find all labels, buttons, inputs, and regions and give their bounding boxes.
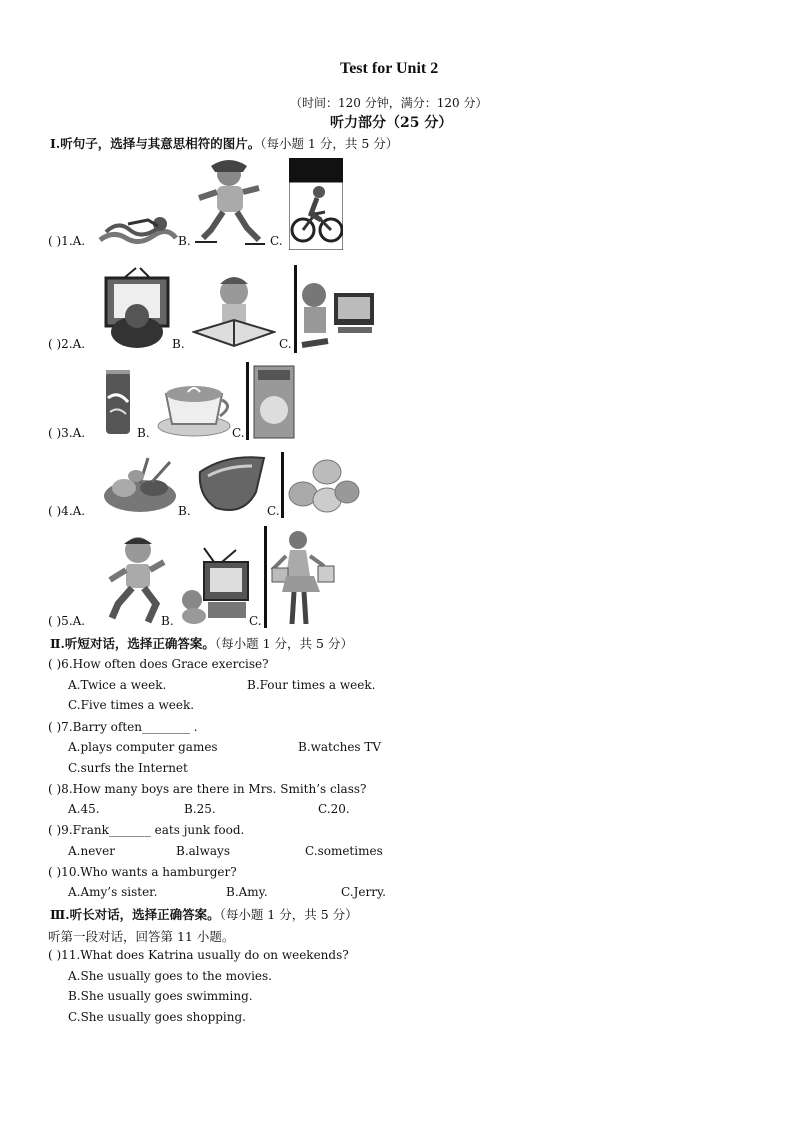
q8-option-a: A.45. — [68, 802, 100, 816]
q4-b-label: B. — [178, 504, 191, 518]
reading-boy-icon — [192, 270, 276, 350]
section3-note: （每小题 1 分，共 5 分） — [219, 907, 358, 922]
steak-icon — [196, 452, 270, 518]
section1-heading — [50, 134, 398, 152]
section3-title: Ⅲ.听长对话，选择正确答案。 — [50, 907, 220, 922]
listening-part-heading: 听力部分（25 分） — [330, 115, 453, 131]
q9-option-b: B.always — [176, 844, 230, 858]
tv-kid-icon — [178, 546, 254, 626]
section2-note: （每小题 1 分，共 5 分） — [214, 636, 353, 651]
eggs-icon — [281, 452, 361, 518]
q11-option-a: A.She usually goes to the movies. — [68, 969, 272, 983]
q5-prefix: ( )5.A. — [48, 614, 86, 628]
q8-stem: ( )8.How many boys are there in Mrs. Smith’s class? — [48, 782, 367, 796]
q5-b-label: B. — [161, 614, 174, 628]
snack-pack-icon — [246, 362, 296, 440]
q10-option-a: A.Amy’s sister. — [68, 885, 158, 899]
q8-option-c: C.20. — [318, 802, 350, 816]
q7-option-a: A.plays computer games — [68, 740, 218, 754]
q4-c-label: C. — [267, 504, 280, 518]
section2-title: Ⅱ.听短对话，选择正确答案。 — [50, 636, 215, 651]
section1-title: Ⅰ.听句子，选择与其意思相符的图片。 — [50, 136, 261, 151]
q3-b-label: B. — [137, 426, 150, 440]
q7-stem: ( )7.Barry often________ . — [48, 720, 198, 734]
q6-stem: ( )6.How often does Grace exercise? — [48, 657, 269, 671]
cyclist-icon — [289, 158, 343, 250]
q2-prefix: ( )2.A. — [48, 337, 86, 351]
section2-heading — [50, 634, 353, 652]
q8-option-b: B.25. — [184, 802, 216, 816]
q1-c-label: C. — [270, 234, 283, 248]
q10-stem: ( )10.Who wants a hamburger? — [48, 865, 237, 879]
tv-watching-icon — [100, 266, 174, 350]
q6-option-b: B.Four times a week. — [247, 678, 376, 692]
exam-meta: （时间：120 分钟，满分：120 分） — [290, 96, 488, 110]
coffee-cup-icon — [156, 370, 234, 438]
q7-option-b: B.watches TV — [298, 740, 382, 754]
section3-intro: 听第一段对话，回答第 11 小题。 — [48, 929, 235, 944]
q7-option-c: C.surfs the Internet — [68, 761, 188, 775]
section1-note: （每小题 1 分，共 5 分） — [260, 136, 399, 151]
q2-c-label: C. — [279, 337, 292, 351]
computer-user-icon — [294, 265, 380, 353]
q1-b-label: B. — [178, 234, 191, 248]
page-title: Test for Unit 2 — [340, 60, 439, 77]
q11-option-b: B.She usually goes swimming. — [68, 989, 253, 1003]
q11-stem: ( )11.What does Katrina usually do on weekends? — [48, 948, 349, 962]
q1-prefix: ( )1.A. — [48, 234, 86, 248]
running-boy-icon — [104, 534, 168, 626]
q9-option-a: A.never — [68, 844, 115, 858]
section3-heading — [50, 905, 358, 923]
q3-c-label: C. — [232, 426, 245, 440]
q2-b-label: B. — [172, 337, 185, 351]
q5-c-label: C. — [249, 614, 262, 628]
q11-option-c: C.She usually goes shopping. — [68, 1010, 246, 1024]
swimmer-icon — [98, 210, 178, 246]
q6-option-c: C.Five times a week. — [68, 698, 195, 712]
cola-can-icon — [104, 368, 132, 438]
q3-prefix: ( )3.A. — [48, 426, 86, 440]
q9-stem: ( )9.Frank_______ eats junk food. — [48, 823, 245, 837]
q10-option-b: B.Amy. — [226, 885, 268, 899]
skater-icon — [193, 158, 265, 246]
q10-option-c: C.Jerry. — [341, 885, 386, 899]
q4-prefix: ( )4.A. — [48, 504, 86, 518]
q9-option-c: C.sometimes — [305, 844, 383, 858]
vegetables-icon — [100, 454, 180, 516]
q6-option-a: A.Twice a week. — [68, 678, 167, 692]
shopping-girl-icon — [264, 526, 338, 628]
